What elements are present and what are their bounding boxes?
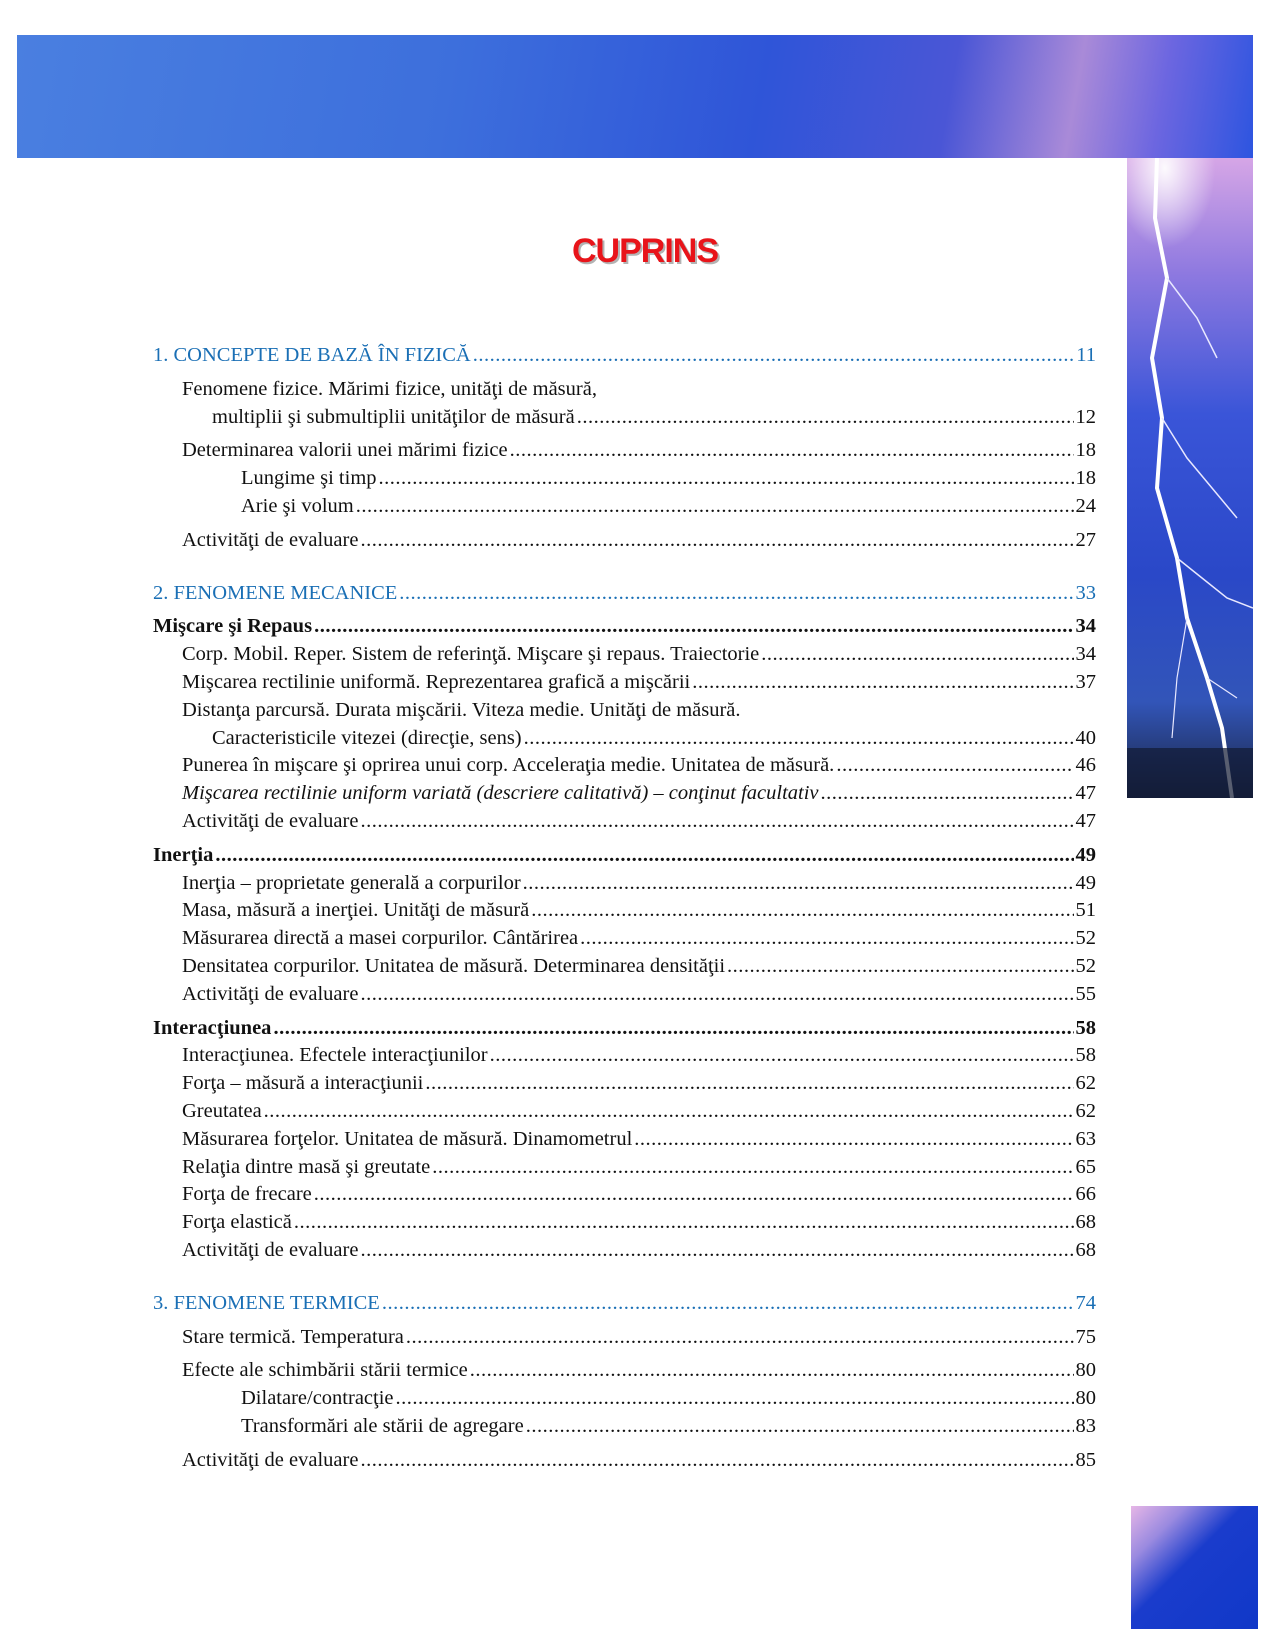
toc-entry-page: 63 [1075,1127,1096,1150]
toc-entry-page: 58 [1075,1044,1096,1067]
toc-entry[interactable] [153,1015,1096,1043]
toc-entry[interactable] [153,697,1096,725]
toc-entry-page: 49 [1075,871,1096,894]
dot-leader [523,870,1074,898]
toc-entry-page: 62 [1075,1072,1096,1095]
toc-entry[interactable] [153,404,1096,432]
toc-entry-title: Mişcare şi Repaus [153,615,313,638]
toc-entry-title: 1. CONCEPTE DE BAZĂ ÎN FIZICĂ [153,344,471,366]
page-title: CUPRINS [571,232,719,270]
toc-entry[interactable] [153,1357,1096,1385]
dot-leader [396,1385,1074,1413]
toc-entry-page: 24 [1075,494,1096,517]
toc-entry[interactable] [153,641,1096,669]
dot-leader [360,981,1073,1009]
toc-entry-page: 12 [1075,405,1096,428]
toc-entry-page: 83 [1075,1414,1096,1437]
toc-entry-page: 52 [1075,927,1096,950]
toc-entry-title: Fenomene fizice. Mărimi fizice, unităţi de măsură, [182,377,597,400]
toc-entry[interactable] [153,1098,1096,1126]
toc-entry[interactable] [153,1154,1096,1182]
toc-entry[interactable] [153,842,1096,870]
toc-entry-title: Lungime şi timp [241,467,377,490]
dot-leader [379,465,1074,493]
toc-entry-title: Interacţiunea [153,1016,272,1039]
toc-entry-title: 2. FENOMENE MECANICE [153,581,398,604]
toc-entry-page: 80 [1075,1359,1096,1382]
toc-entry-page: 65 [1075,1155,1096,1178]
toc-entry-page: 33 [1075,581,1096,604]
header-banner-image [17,35,1253,158]
toc-entry[interactable] [153,870,1096,898]
dot-leader [360,527,1073,555]
toc-entry-page: 80 [1075,1387,1096,1410]
toc-entry-title: Activităţi de evaluare [182,809,359,832]
toc-entry-page: 68 [1075,1211,1096,1234]
toc-entry-page: 74 [1075,1291,1096,1314]
dot-leader [526,1413,1074,1441]
dot-leader [399,580,1073,608]
toc-entry[interactable] [153,376,1096,404]
toc-entry-page: 75 [1075,1325,1096,1348]
dot-leader [382,1290,1074,1318]
toc-entry-page: 40 [1075,726,1096,749]
dot-leader [470,1357,1074,1385]
toc-entry[interactable] [153,1042,1096,1070]
dot-leader [473,342,1075,370]
dot-leader [314,613,1073,641]
toc-entry-title: Stare termică. Temperatura [182,1325,404,1348]
toc-entry-page: 49 [1075,843,1096,866]
toc-entry[interactable] [153,1181,1096,1209]
dot-leader [264,1098,1074,1126]
toc-entry[interactable] [153,780,1096,808]
dot-leader [356,493,1074,521]
toc-entry-page: 27 [1075,528,1096,551]
toc-entry-title: Densitatea corpurilor. Unitatea de măsură. Determinarea densităţii [182,954,726,977]
toc-entry-page: 52 [1075,954,1096,977]
dot-leader [490,1042,1074,1070]
toc-entry-page: 62 [1075,1099,1096,1122]
toc-entry[interactable] [153,1070,1096,1098]
toc-entry-title: Dilatare/contracţie [241,1387,394,1410]
toc-entry-page: 18 [1075,467,1096,490]
toc-entry-title: Activităţi de evaluare [182,982,359,1005]
dot-leader [215,842,1073,870]
dot-leader [510,437,1074,465]
dot-leader [273,1015,1073,1043]
toc-entry-title: Relaţia dintre masă şi greutate [182,1155,431,1178]
toc-entry[interactable] [153,1324,1096,1352]
toc-entry[interactable] [153,342,1096,370]
dot-leader [425,1070,1073,1098]
toc-entry[interactable] [153,1237,1096,1265]
toc-entry[interactable] [153,897,1096,925]
dot-leader [577,404,1074,432]
toc-entry-title: Efecte ale schimbării stării termice [182,1359,468,1382]
dot-leader [360,808,1073,836]
toc-entry-page: 68 [1075,1238,1096,1261]
dot-leader [360,1237,1073,1265]
toc-entry-title: Măsurarea forţelor. Unitatea de măsură. Dinamometrul [182,1127,633,1150]
toc-entry[interactable] [153,752,1096,780]
toc-entry-page: 58 [1075,1016,1096,1039]
dot-leader [821,780,1074,808]
toc-entry[interactable] [153,1413,1096,1441]
toc-entry-page: 47 [1075,809,1096,832]
toc-entry[interactable] [153,1209,1096,1237]
dot-leader [727,953,1073,981]
toc-entry-title: Forţa elastică [182,1211,292,1234]
toc-entry-title: Caracteristicile vitezei (direcţie, sens) [212,726,522,749]
toc-entry[interactable] [153,1447,1096,1475]
toc-entry-title: multiplii şi submultiplii unităţilor de măsură [212,405,575,428]
toc-entry[interactable] [153,808,1096,836]
dot-leader [531,897,1073,925]
toc-entry[interactable] [153,725,1096,753]
dot-leader [314,1181,1074,1209]
toc-entry-title: Activităţi de evaluare [182,1238,359,1261]
dot-leader [524,725,1074,753]
toc-entry[interactable] [153,1385,1096,1413]
toc-entry[interactable] [153,981,1096,1009]
toc-entry-page: 55 [1075,982,1096,1005]
toc-entry[interactable] [153,465,1096,493]
toc-entry-page: 11 [1076,344,1096,366]
dot-leader [692,669,1073,697]
toc-entry-title: Forţa de frecare [182,1183,312,1206]
toc-entry[interactable] [153,613,1096,641]
toc-entry-title: Determinarea valorii unei mărimi fizice [182,439,508,462]
dot-leader [836,752,1073,780]
table-of-contents [153,342,1096,1474]
toc-entry-page: 51 [1075,899,1096,922]
toc-entry-title: Punerea în mişcare şi oprirea unui corp. Acceleraţia medie. Unitatea de măsură. [182,754,835,777]
toc-entry-page: 47 [1075,782,1096,805]
toc-entry-title: Activităţi de evaluare [182,528,359,551]
toc-entry[interactable] [153,580,1096,608]
dot-leader [634,1126,1073,1154]
toc-entry-title: Corp. Mobil. Reper. Sistem de referinţă. Mişcare şi repaus. Traiectorie [182,643,760,666]
toc-entry-page: 46 [1075,754,1096,777]
toc-entry[interactable] [153,925,1096,953]
dot-leader [406,1324,1074,1352]
toc-entry[interactable] [153,953,1096,981]
toc-entry-page: 85 [1075,1448,1096,1471]
toc-entry-page: 34 [1075,615,1096,638]
toc-entry-title: Distanţa parcursă. Durata mişcării. Viteza medie. Unităţi de măsură. [182,698,741,721]
toc-entry-title: Greutatea [182,1099,262,1122]
toc-entry[interactable] [153,493,1096,521]
toc-entry[interactable] [153,527,1096,555]
toc-entry-title: Mişcarea rectilinie uniformă. Reprezentarea grafică a mişcării [182,670,691,693]
toc-entry[interactable] [153,669,1096,697]
dot-leader [761,641,1073,669]
dot-leader [432,1154,1073,1182]
toc-entry[interactable] [153,1126,1096,1154]
dot-leader [360,1447,1073,1475]
toc-entry-title: Inerţia – proprietate generală a corpurilor [182,871,521,894]
dot-leader [580,925,1073,953]
toc-entry-page: 34 [1075,643,1096,666]
toc-entry-title: Mişcarea rectilinie uniform variată (descriere calitativă) – conţinut facultativ [182,782,819,805]
toc-entry-title: Măsurarea directă a masei corpurilor. Cântărirea [182,927,579,950]
dot-leader [294,1209,1074,1237]
toc-entry-title: Forţa – măsură a interacţiunii [182,1072,424,1095]
toc-entry-title: Activităţi de evaluare [182,1448,359,1471]
toc-entry-title: Masa, măsură a inerţiei. Unităţi de măsură [182,899,530,922]
toc-entry[interactable] [153,1290,1096,1318]
toc-entry-title: Transformări ale stării de agregare [241,1414,524,1437]
toc-entry-page: 66 [1075,1183,1096,1206]
toc-entry-title: Interacţiunea. Efectele interacţiunilor [182,1044,488,1067]
toc-entry-title: Inerţia [153,843,214,866]
toc-entry[interactable] [153,437,1096,465]
toc-entry-page: 37 [1075,670,1096,693]
toc-entry-title: Arie şi volum [241,494,354,517]
toc-entry-title: 3. FENOMENE TERMICE [153,1291,380,1314]
toc-entry-page: 18 [1075,439,1096,462]
corner-decoration [1131,1506,1258,1629]
